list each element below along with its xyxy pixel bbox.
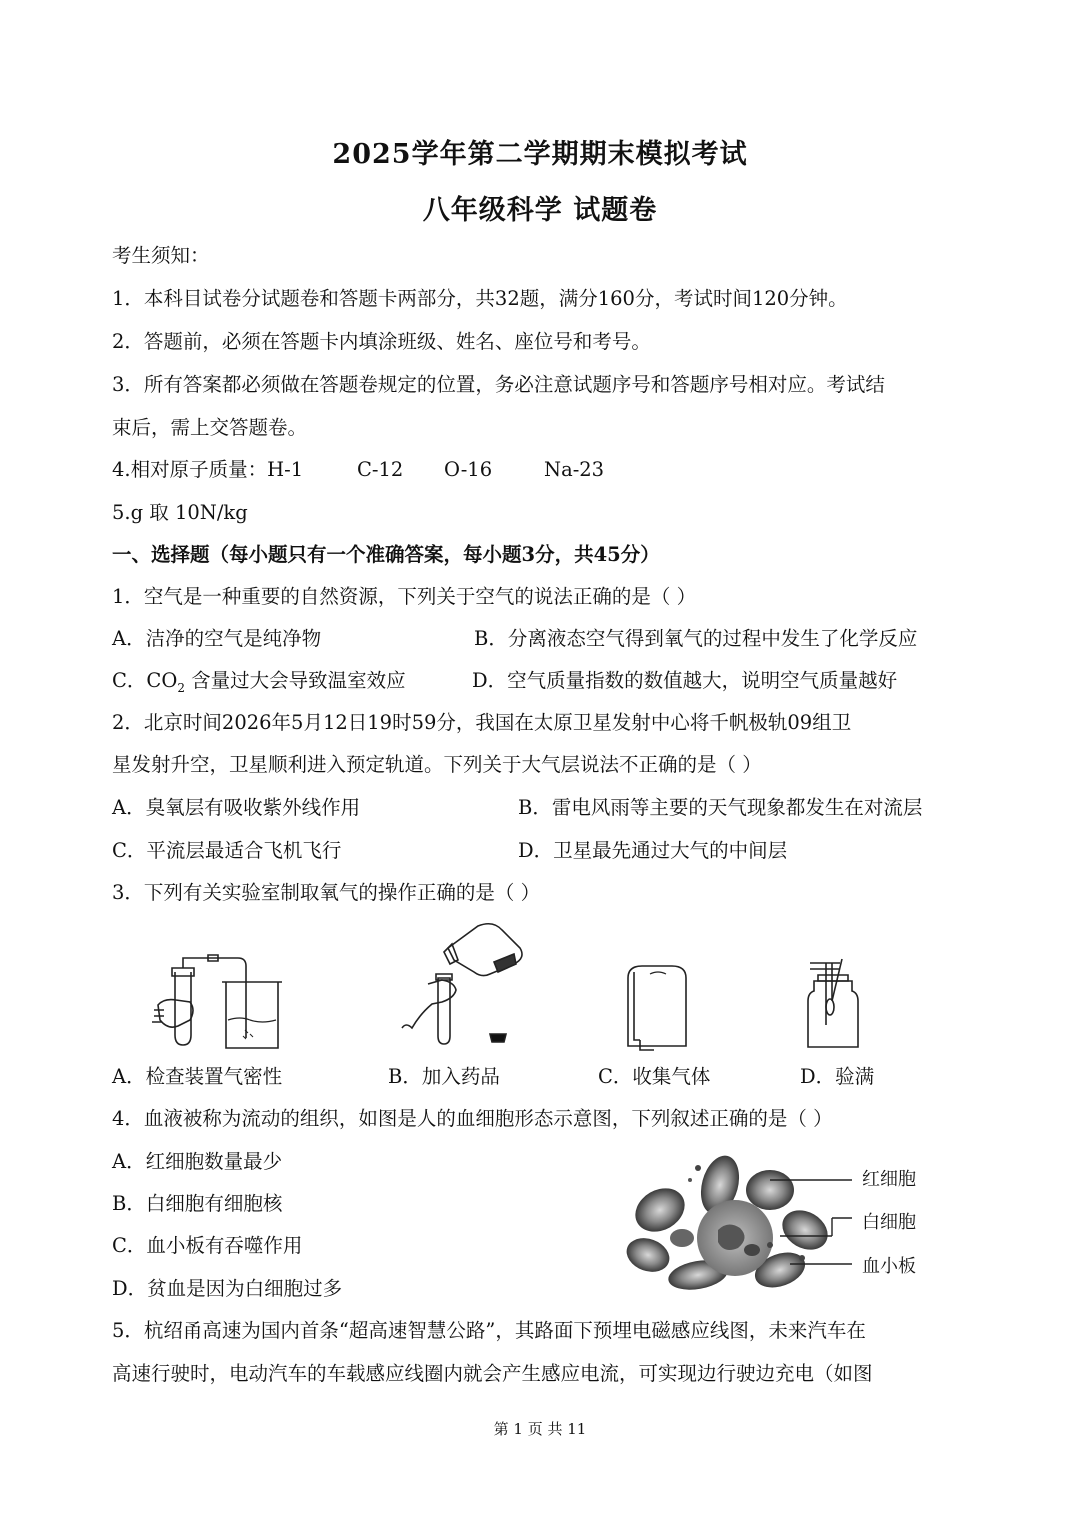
q3-option-d: D．验满 xyxy=(800,1065,875,1088)
label-platelet: 血小板 xyxy=(862,1256,916,1277)
q2-option-b: B．雷电风雨等主要的天气现象都发生在对流层 xyxy=(518,796,923,819)
airtightness-check-figure xyxy=(150,950,290,1055)
question-5-stem-cont: 高速行驶时，电动汽车的车载感应线圈内就会产生感应电流，可实现边行驶边充电（如图 xyxy=(112,1362,873,1385)
notice-heading: 考生须知： xyxy=(112,244,210,267)
question-2-stem-cont: 星发射升空，卫星顺利进入预定轨道。下列关于大气层说法不正确的是（ ） xyxy=(112,753,762,776)
q4-option-b: B．白细胞有细胞核 xyxy=(112,1192,283,1215)
notice-item: 3．所有答案都必须做在答题卷规定的位置，务必注意试题序号和答题序号相对应。考试结 xyxy=(112,373,885,396)
q1-option-a: A．洁净的空气是纯净物 xyxy=(112,627,322,650)
q2-option-c: C．平流层最适合飞机飞行 xyxy=(112,839,342,862)
verify-full-figure xyxy=(802,955,872,1055)
label-pointer-lines xyxy=(770,1170,860,1270)
q1-option-b: B．分离液态空气得到氧气的过程中发生了化学反应 xyxy=(474,627,918,650)
q3-option-b: B．加入药品 xyxy=(388,1065,500,1088)
gravity-note: 5.g 取 10N/kg xyxy=(112,501,248,524)
exam-title: 2025学年第二学期期末模拟考试 xyxy=(332,139,748,170)
label-red-blood-cell: 红细胞 xyxy=(862,1169,916,1190)
q2-option-d: D．卫星最先通过大气的中间层 xyxy=(518,839,788,862)
atomic-mass-label: 4.相对原子质量：H-1 xyxy=(112,458,304,481)
notice-item: 1．本科目试卷分试题卷和答题卡两部分，共32题，满分160分，考试时间120分钟。 xyxy=(112,287,848,310)
q4-option-d: D．贫血是因为白细胞过多 xyxy=(112,1277,343,1300)
notice-item: 2．答题前，必须在答题卡内填涂班级、姓名、座位号和考号。 xyxy=(112,330,651,353)
label-white-blood-cell: 白细胞 xyxy=(862,1212,916,1233)
q3-option-a: A．检查装置气密性 xyxy=(112,1065,283,1088)
question-5-stem: 5．杭绍甬高速为国内首条“超高速智慧公路”，其路面下预埋电磁感应线图，未来汽车在 xyxy=(112,1319,866,1342)
atomic-mass-na: Na-23 xyxy=(544,458,605,481)
q3-option-c: C．收集气体 xyxy=(598,1065,711,1088)
adding-reagent-figure xyxy=(398,918,538,1053)
notice-item: 束后，需上交答题卷。 xyxy=(112,416,308,439)
question-4-stem: 4．血液被称为流动的组织，如图是人的血细胞形态示意图，下列叙述正确的是（ ） xyxy=(112,1107,833,1130)
page-footer: 第 1 页 共 11 xyxy=(493,1420,587,1438)
q1-option-d: D．空气质量指数的数值越大，说明空气质量越好 xyxy=(472,669,898,692)
question-2-stem: 2．北京时间2026年5月12日19时59分，我国在太原卫星发射中心将千帆极轨09组卫 xyxy=(112,711,852,734)
q4-option-a: A．红细胞数量最少 xyxy=(112,1150,283,1173)
gas-collection-figure xyxy=(620,960,700,1055)
q1-option-c: C．$CO_2$ 含量过大会导致温室效应 xyxy=(112,669,406,695)
question-3-stem: 3．下列有关实验室制取氧气的操作正确的是（ ） xyxy=(112,881,541,904)
q2-option-a: A．臭氧层有吸收紫外线作用 xyxy=(112,796,361,819)
atomic-mass-c: C-12 xyxy=(357,458,404,481)
q4-option-c: C．血小板有吞噬作用 xyxy=(112,1234,303,1257)
exam-subtitle: 八年级科学 试题卷 xyxy=(422,195,658,226)
section-heading: 一、选择题（每小题只有一个准确答案，每小题3分，共45分） xyxy=(112,543,660,566)
atomic-mass-o: O-16 xyxy=(444,458,493,481)
question-1-stem: 1．空气是一种重要的自然资源，下列关于空气的说法正确的是（ ） xyxy=(112,585,697,608)
